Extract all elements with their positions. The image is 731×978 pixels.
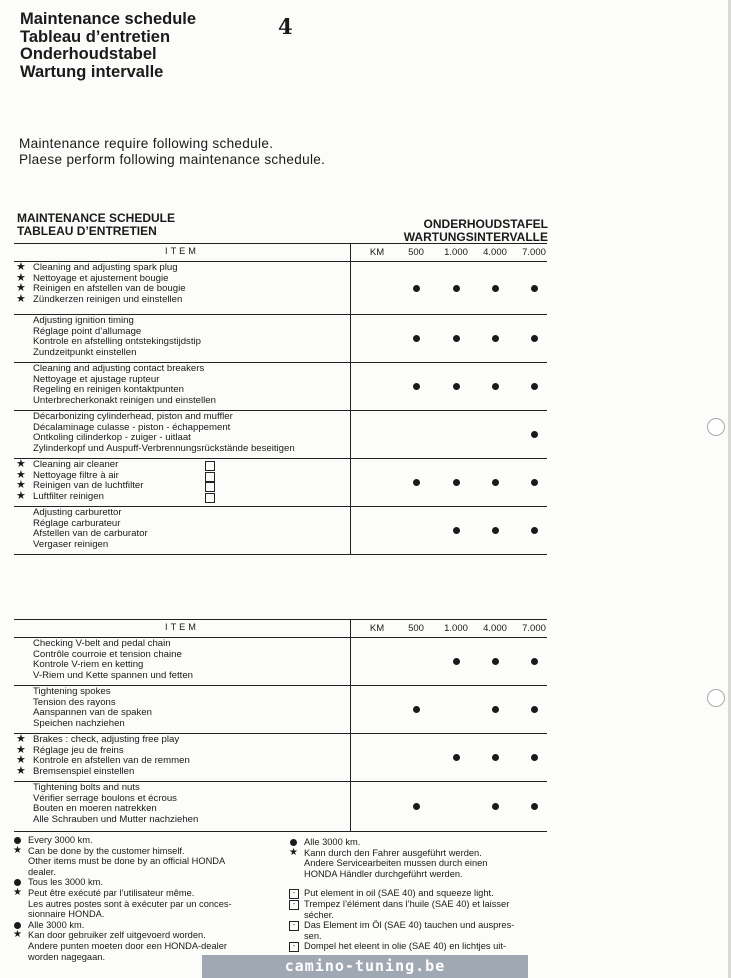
interval-dot xyxy=(453,754,460,761)
star-icon: ★ xyxy=(16,489,26,502)
header-col-1: 1.000 xyxy=(444,247,468,258)
bullet-icon xyxy=(14,837,21,844)
table-row xyxy=(14,782,547,832)
table-row xyxy=(14,315,547,363)
interval-dot xyxy=(413,335,420,342)
legend-line: Alle 3000 km. xyxy=(304,837,361,847)
row-line: ★ Zündkerzen reinigen und einstellen xyxy=(16,292,183,305)
row-line: Bouten en moeren natrekken xyxy=(33,803,157,814)
legend-line: Other items must be done by an official HONDA xyxy=(28,856,226,867)
legend-entry xyxy=(289,941,549,952)
header-km: KM xyxy=(369,623,385,634)
star-icon: ★ xyxy=(16,468,26,481)
legend-entry xyxy=(13,846,283,878)
table-row xyxy=(14,507,547,555)
legend-entry xyxy=(289,888,549,899)
checkbox-icon xyxy=(205,461,215,471)
interval-dot xyxy=(453,285,460,292)
maintenance-table-1 xyxy=(14,243,547,555)
star-icon: ★ xyxy=(16,733,26,745)
interval-dot xyxy=(413,803,420,810)
header-item: ITEM xyxy=(165,622,199,632)
interval-dot xyxy=(531,335,538,342)
legend-line: Peut être exécuté par l’utilisateur même. xyxy=(28,887,195,898)
interval-dot xyxy=(413,383,420,390)
legend-line: Can be done by the customer himself. xyxy=(28,845,185,856)
row-text xyxy=(14,459,547,504)
table-row xyxy=(14,459,547,507)
legend-line: Every 3000 km. xyxy=(28,835,93,845)
row-line: ★ Nettoyage filtre à air xyxy=(33,471,547,482)
row-line: Afstellen van de carburator xyxy=(33,528,148,539)
legend-line: Kan door gebruiker zelf uitgevoerd worden. xyxy=(28,930,206,941)
interval-dot xyxy=(531,803,538,810)
row-line: Vérifier serrage boulons et écrous xyxy=(33,792,177,804)
interval-dot xyxy=(492,658,499,665)
row-line: Kontrole V-riem en ketting xyxy=(33,659,144,670)
row-line: Unterbrecherkonakt reinigen und einstellen xyxy=(33,394,216,406)
interval-dot xyxy=(492,754,499,761)
row-text xyxy=(14,507,547,552)
table-row xyxy=(14,363,547,411)
interval-dot xyxy=(413,706,420,713)
star-icon: ★ xyxy=(16,282,26,294)
legend-line: HONDA Händler durchgeführt werden. xyxy=(304,868,463,879)
row-text xyxy=(14,638,547,683)
header-col-3: 7.000 xyxy=(522,623,546,634)
row-text xyxy=(14,686,547,731)
table-row xyxy=(14,262,547,315)
interval-dot xyxy=(413,285,420,292)
row-text xyxy=(14,782,547,827)
interval-dot xyxy=(531,431,538,438)
title-nl: Onderhoudstabel xyxy=(20,45,157,64)
header-km: KM xyxy=(369,247,385,258)
row-line: Regeling en reinigen kontaktpunten xyxy=(33,384,184,395)
interval-dot xyxy=(492,383,499,390)
row-text xyxy=(14,363,547,408)
star-icon: ★ xyxy=(16,754,26,766)
table1-title-right xyxy=(390,218,548,244)
checkbox-icon xyxy=(205,472,215,482)
oil-box-icon: - xyxy=(289,889,299,899)
interval-dot xyxy=(531,658,538,665)
table1-title-fr: TABLEAU D’ENTRETIEN xyxy=(17,224,157,238)
star-icon: ★ xyxy=(13,929,22,941)
checkbox-icon xyxy=(205,493,215,503)
interval-dot xyxy=(531,527,538,534)
row-line: Tightening bolts and nuts xyxy=(33,782,140,793)
legend-line: Alle 3000 km. xyxy=(28,919,85,930)
legend-entry xyxy=(289,848,549,880)
interval-dot xyxy=(492,335,499,342)
interval-dot xyxy=(453,479,460,486)
header-divider xyxy=(350,244,351,261)
interval-dot xyxy=(492,527,499,534)
table-row xyxy=(14,734,547,782)
row-line: Adjusting ignition timing xyxy=(33,315,134,326)
page-number: 4 xyxy=(278,14,293,39)
legend-line: Kann durch den Fahrer ausgeführt werden. xyxy=(304,847,482,858)
star-icon: ★ xyxy=(13,886,22,898)
interval-dot xyxy=(413,479,420,486)
legend-entry xyxy=(289,920,549,941)
table1-title-left xyxy=(17,212,175,238)
legend-line: worden nagegaan. xyxy=(28,951,106,962)
bullet-icon xyxy=(14,922,21,929)
legend-entry xyxy=(13,888,283,920)
legend-line: Put element in oil (SAE 40) and squeeze light. xyxy=(304,888,494,899)
legend-line: Trempez l’élément dans l’huile (SAE 40) et laisser xyxy=(304,898,510,909)
legend-line: dealer. xyxy=(28,866,56,877)
row-line: Décarbonizing cylinderhead, piston and muffler xyxy=(33,411,233,422)
legend-entry xyxy=(13,835,283,846)
legend-line: Andere punten moeten door een HONDA-dealer xyxy=(28,940,227,951)
row-line: Kontrole en afstelling ontstekingstijdstip xyxy=(33,336,201,347)
row-line: Tension des rayons xyxy=(33,696,116,708)
title-de: Wartung intervalle xyxy=(20,62,164,81)
interval-dot xyxy=(531,479,538,486)
row-line: Speichen nachziehen xyxy=(33,717,125,729)
punch-hole-bottom xyxy=(707,689,725,707)
row-line: Alle Schrauben und Mutter nachziehen xyxy=(33,813,199,825)
legend-line: Tous les 3000 km. xyxy=(28,877,103,888)
oil-box-icon: - xyxy=(289,900,299,910)
legend-line: sécher. xyxy=(304,909,334,920)
interval-dot xyxy=(531,285,538,292)
legend-entry xyxy=(289,837,549,848)
row-line: ★ Cleaning and adjusting spark plug xyxy=(16,261,178,273)
interval-dot xyxy=(531,754,538,761)
interval-dot xyxy=(492,285,499,292)
row-line: Réglage point d’allumage xyxy=(33,325,142,337)
row-line: Zylinderkopf und Auspuff-Verbrennungsrückstände beseitigen xyxy=(33,442,295,454)
row-text xyxy=(14,262,547,307)
legend-entry xyxy=(289,899,549,920)
star-icon: ★ xyxy=(13,844,22,856)
table-header xyxy=(14,619,547,638)
table1-title-en: MAINTENANCE SCHEDULE xyxy=(17,211,176,225)
row-line: Contrôle courroie et tension chaine xyxy=(33,648,182,660)
row-line: Tightening spokes xyxy=(33,686,111,697)
legend-right xyxy=(289,837,549,952)
row-line: ★ Brakes : check, adjusting free play xyxy=(16,733,180,745)
header-col-2: 4.000 xyxy=(483,247,507,258)
interval-dot xyxy=(453,383,460,390)
checkbox-icon xyxy=(205,482,215,492)
star-icon: ★ xyxy=(16,764,26,777)
legend-entry xyxy=(13,920,283,931)
interval-dot xyxy=(531,706,538,713)
header-col-0: 500 xyxy=(408,623,424,634)
header-item: ITEM xyxy=(165,246,199,256)
row-line: ★ Cleaning air cleaner xyxy=(33,460,547,471)
legend-left xyxy=(13,835,283,962)
interval-dot xyxy=(453,658,460,665)
interval-dot xyxy=(492,706,499,713)
star-icon: ★ xyxy=(16,261,26,273)
legend-line: Das Element im Öl (SAE 40) tauchen und auspres- xyxy=(304,920,515,931)
row-line: Checking V-belt and pedal chain xyxy=(33,638,171,649)
row-line: Cleaning and adjusting contact breakers xyxy=(33,363,205,374)
star-icon: ★ xyxy=(16,271,26,284)
row-line: Vergaser reinigen xyxy=(33,538,109,550)
bullet-icon xyxy=(290,839,297,846)
row-text xyxy=(14,411,547,456)
intro-line-2: Plaese perform following maintenance schedule. xyxy=(19,152,326,167)
header-col-3: 7.000 xyxy=(522,247,546,258)
row-line: Aanspannen van de spaken xyxy=(33,707,152,718)
row-text xyxy=(14,315,547,360)
oil-box-icon: - xyxy=(289,921,299,931)
star-icon: ★ xyxy=(16,479,26,491)
bullet-icon xyxy=(14,879,21,886)
legend-line: Dompel het eleent in olie (SAE 40) en lichtjes uit- xyxy=(304,941,507,952)
star-icon: ★ xyxy=(16,458,26,470)
title-block xyxy=(20,11,196,81)
legend-line: sionnaire HONDA. xyxy=(28,909,105,920)
row-line: Ontkoling cilinderkop - zuiger - uitlaat xyxy=(33,432,191,443)
footer-watermark: camino-tuning.be xyxy=(202,955,528,978)
legend-line: sen. xyxy=(304,930,322,941)
row-line: ★ Luftfilter reinigen xyxy=(33,492,547,503)
maintenance-table-2 xyxy=(14,619,547,832)
title-fr: Tableau d’entretien xyxy=(20,27,171,46)
table-row xyxy=(14,686,547,734)
intro-line-1: Maintenance require following schedule. xyxy=(19,136,274,151)
row-line: ★ Kontrole en afstellen van de remmen xyxy=(16,754,190,766)
row-line: ★ Réglage jeu de freins xyxy=(16,743,124,756)
interval-dot xyxy=(492,479,499,486)
row-line: ★ Nettoyage et ajustement bougie xyxy=(16,271,169,284)
row-line: Réglage carburateur xyxy=(33,517,121,529)
table1-title-nl: ONDERHOUDSTAFEL xyxy=(423,217,548,231)
legend-line: Andere Servicearbeiten mussen durch einen xyxy=(304,858,488,869)
header-col-0: 500 xyxy=(408,247,424,258)
punch-hole-top xyxy=(707,418,725,436)
header-divider xyxy=(350,620,351,637)
legend-entry xyxy=(13,877,283,888)
row-line: Nettoyage et ajustage rupteur xyxy=(33,373,160,385)
star-icon: ★ xyxy=(16,743,26,756)
interval-dot xyxy=(453,527,460,534)
star-icon: ★ xyxy=(289,846,298,858)
row-line: V-Riem und Kette spannen und fetten xyxy=(33,669,194,681)
row-line: ★ Reinigen van de luchtfilter xyxy=(33,481,547,492)
row-text xyxy=(14,734,547,779)
legend-line: Les autres postes sont à exécuter par un conces- xyxy=(28,898,232,909)
table-row xyxy=(14,411,547,459)
interval-dot xyxy=(492,803,499,810)
table-row xyxy=(14,638,547,686)
row-line: Décalaminage culasse - piston - échappement xyxy=(33,421,231,433)
title-en: Maintenance schedule xyxy=(20,10,197,28)
header-col-1: 1.000 xyxy=(444,623,468,634)
interval-dot xyxy=(453,335,460,342)
star-icon: ★ xyxy=(16,292,26,305)
interval-dot xyxy=(531,383,538,390)
header-col-2: 4.000 xyxy=(483,623,507,634)
row-line: Zundzeitpunkt einstellen xyxy=(33,346,137,358)
intro-text xyxy=(19,136,325,168)
oil-box-icon: - xyxy=(289,942,299,952)
row-line: Adjusting carburettor xyxy=(33,507,122,518)
row-line: ★ Bremsenspiel einstellen xyxy=(16,764,135,777)
row-line: ★ Reinigen en afstellen van de bougie xyxy=(16,282,186,294)
table-header xyxy=(14,243,547,262)
table1-title-de: WARTUNGSINTERVALLE xyxy=(403,230,548,244)
